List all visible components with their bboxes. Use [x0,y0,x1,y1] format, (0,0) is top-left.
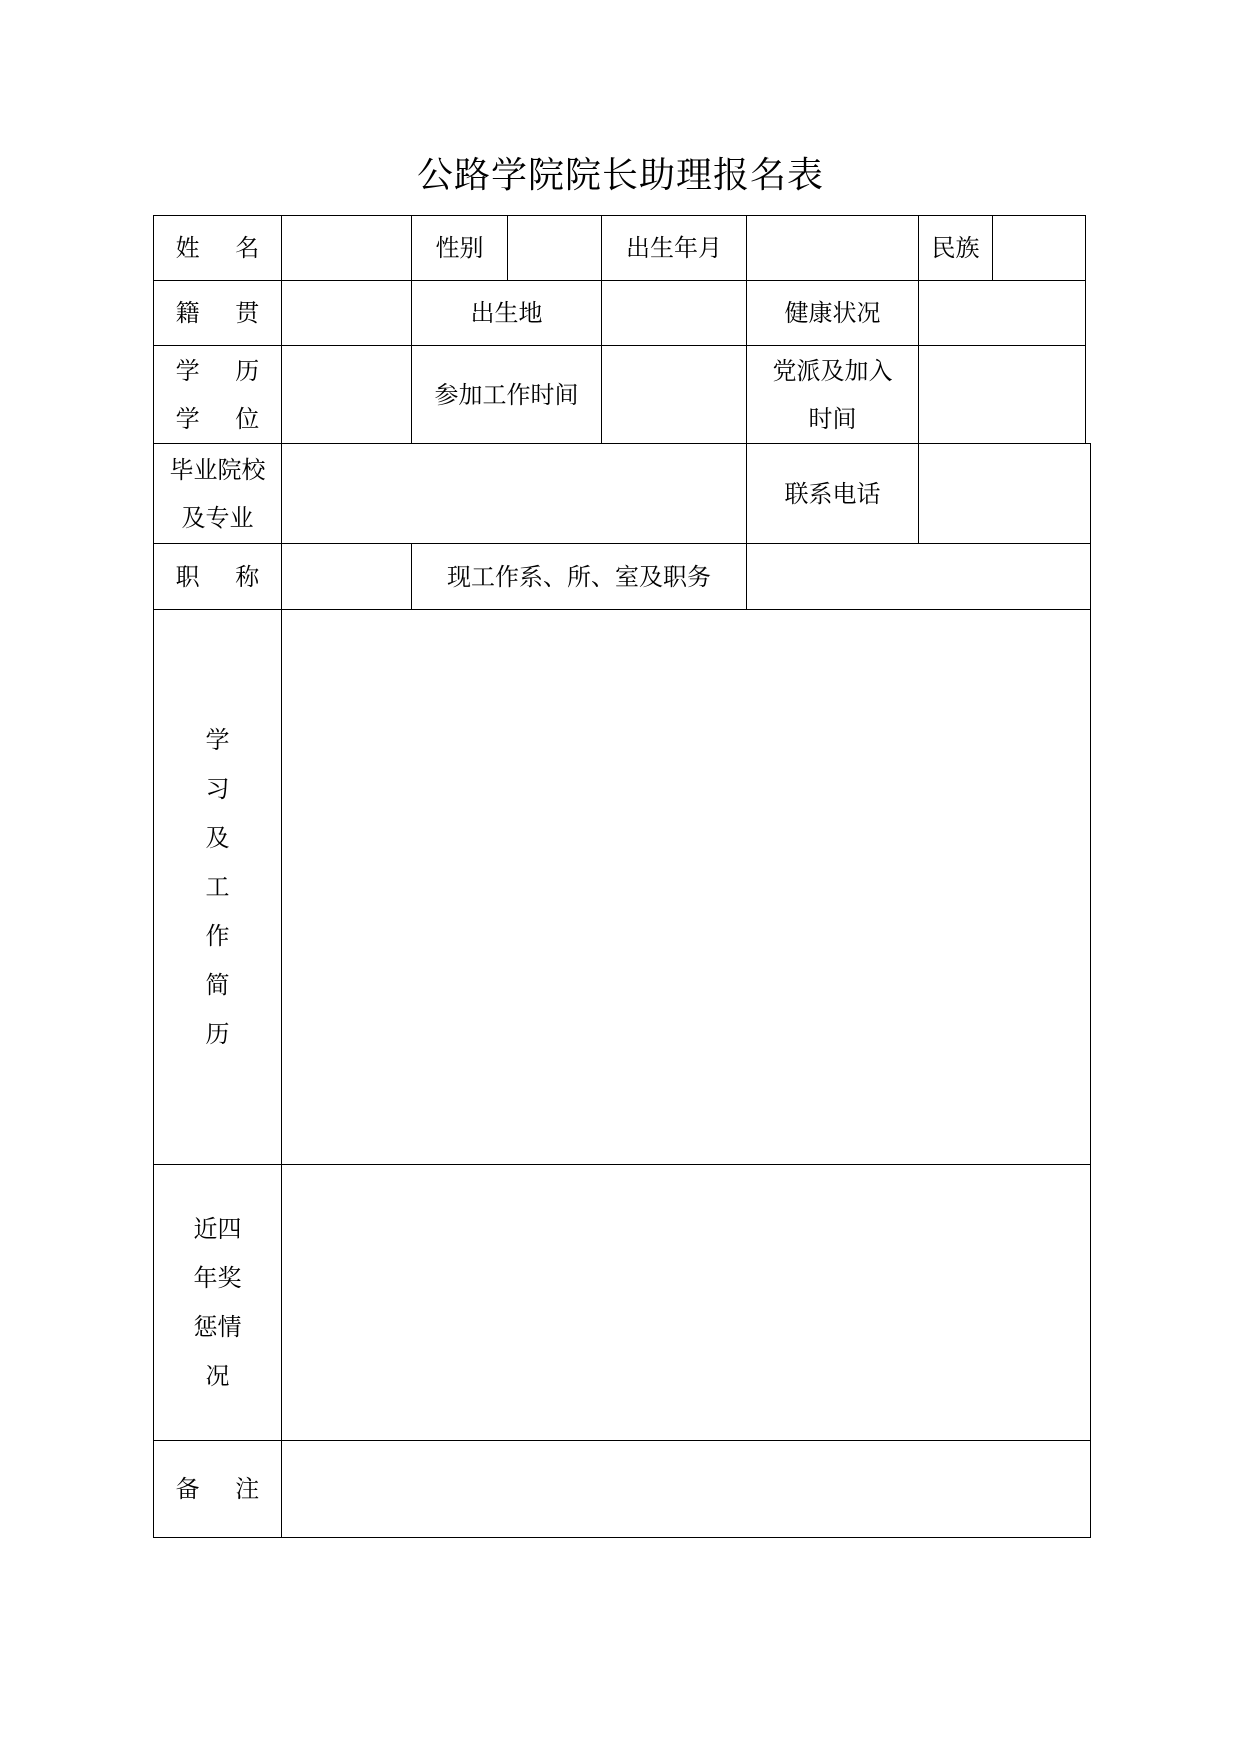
school-field[interactable] [281,443,747,544]
label-work-start: 参加工作时间 [411,345,602,444]
education-field[interactable] [281,345,412,444]
label-school [153,443,282,544]
label-resume-char: 工 [205,872,230,901]
work-start-field[interactable] [601,345,747,444]
label-awards-line: 惩情 [193,1312,242,1341]
label-party [746,345,919,444]
birthplace-field[interactable] [601,280,747,346]
label-resume-char: 及 [205,823,230,852]
current-job-field[interactable] [746,543,1091,610]
name-field[interactable] [281,215,412,281]
health-field[interactable] [918,280,1086,346]
label-name: 姓 名 [153,215,282,281]
label-education [153,345,282,444]
label-resume-char: 学 [205,725,230,754]
label-resume-char: 作 [205,921,230,950]
label-resume [153,609,282,1165]
label-resume-char: 习 [205,774,230,803]
label-birth: 出生年月 [601,215,747,281]
label-resume-char: 简 [205,970,230,999]
label-title-rank: 职 称 [153,543,282,610]
label-education-line2: 学 位 [175,404,274,433]
label-remarks: 备 注 [153,1440,282,1538]
label-health: 健康状况 [746,280,919,346]
gender-field[interactable] [507,215,602,281]
resume-field[interactable] [281,609,1091,1165]
label-awards-line: 况 [205,1361,230,1390]
label-school-line2: 及专业 [181,503,254,532]
label-current-job: 现工作系、所、室及职务 [411,543,747,610]
title-rank-field[interactable] [281,543,412,610]
ethnicity-field[interactable] [992,215,1086,281]
label-party-line2: 时间 [808,404,857,433]
native-place-field[interactable] [281,280,412,346]
party-field[interactable] [918,345,1086,444]
label-gender: 性别 [411,215,508,281]
phone-field[interactable] [918,443,1091,544]
label-school-line1: 毕业院校 [169,455,266,484]
label-awards [153,1164,282,1441]
remarks-field[interactable] [281,1440,1091,1538]
label-awards-line: 近四 [193,1214,242,1243]
form-title: 公路学院院长助理报名表 [416,155,824,196]
label-party-line1: 党派及加入 [772,356,893,385]
label-phone: 联系电话 [746,443,919,544]
label-education-line1: 学 历 [175,356,274,385]
label-ethnicity: 民族 [918,215,993,281]
label-awards-line: 年奖 [193,1263,242,1292]
label-birthplace: 出生地 [411,280,602,346]
label-resume-char: 历 [205,1019,230,1048]
label-native-place: 籍 贯 [153,280,282,346]
birth-field[interactable] [746,215,919,281]
awards-field[interactable] [281,1164,1091,1441]
